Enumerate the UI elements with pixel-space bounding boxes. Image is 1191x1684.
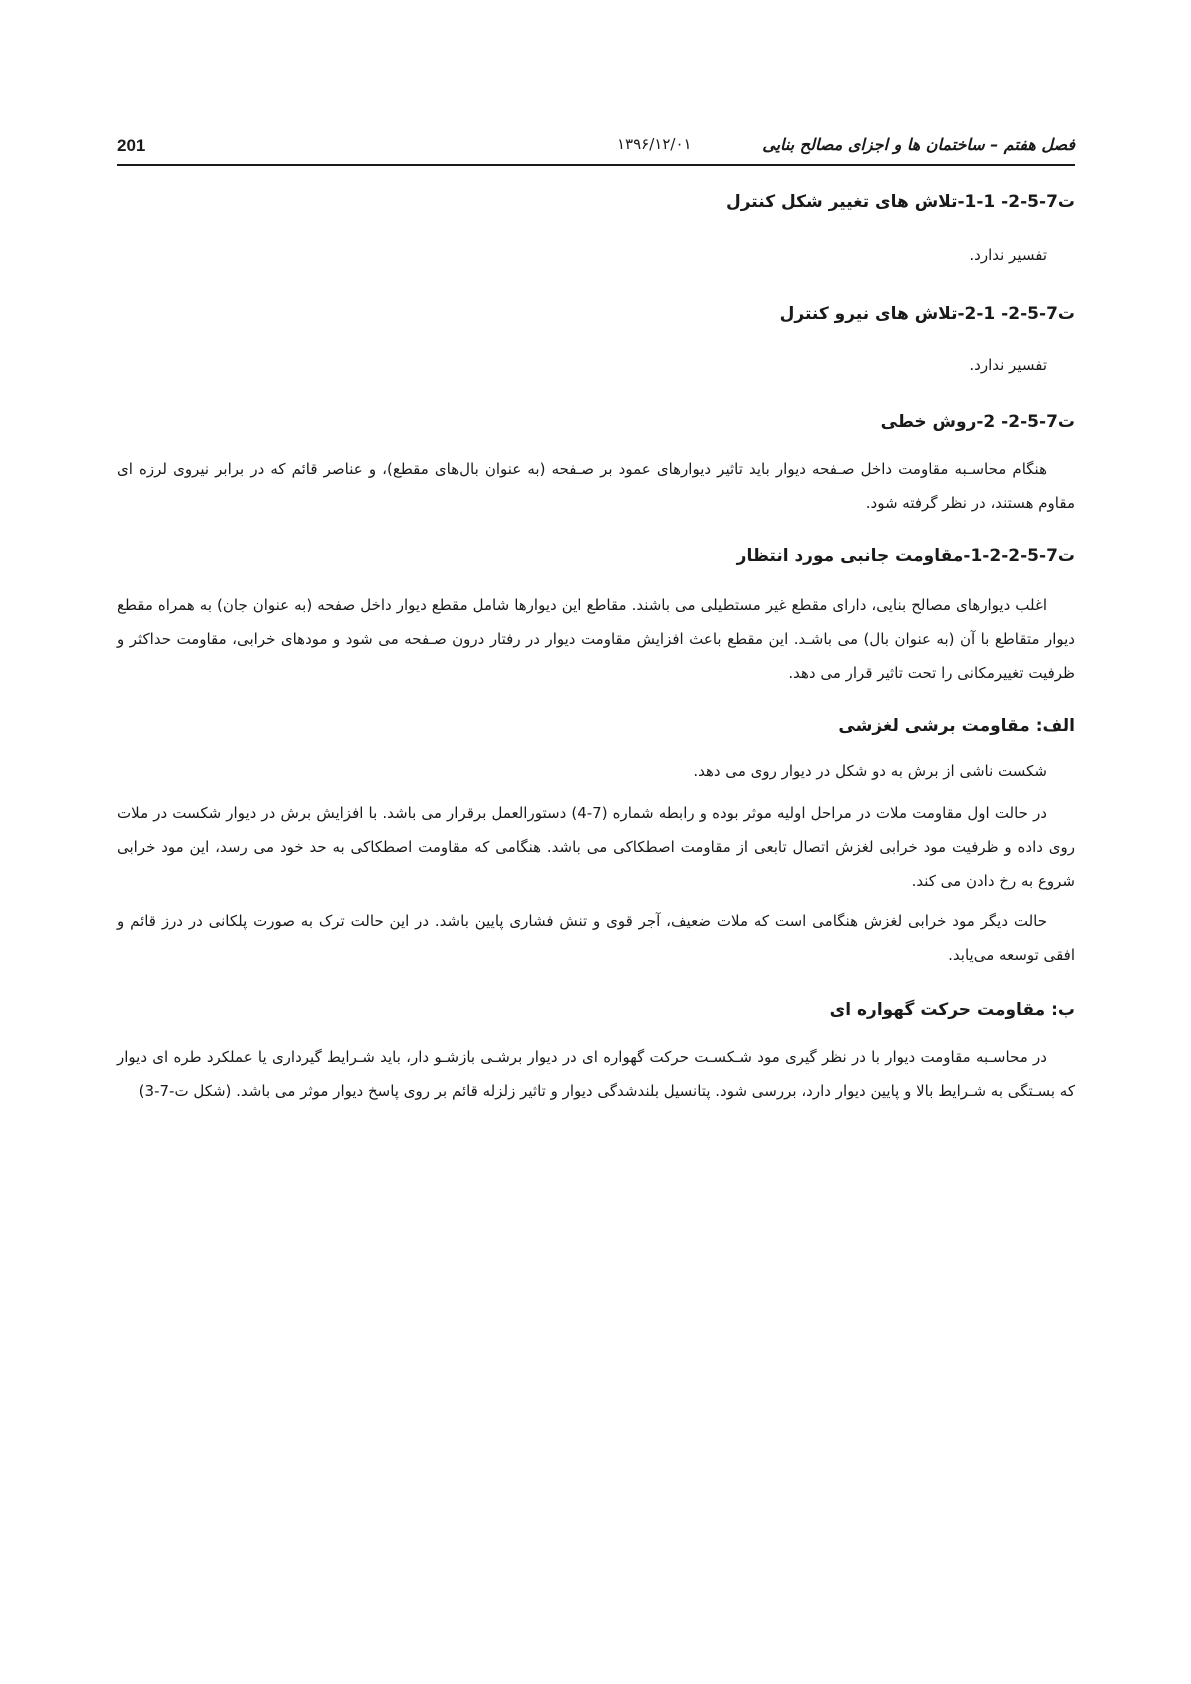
paragraph-no-commentary-1: تفسیر ندارد. (969, 246, 1047, 264)
paragraph-first-case: در حالت اول مقاومت ملات در مراحل اولیه موثر بوده و رابطه شماره (7-4) دستورالعمل برقرار می باشد. با افزایش برش در دیوار شکست در ملات روی داده و ظرفیت مود خرابی لغزش اتصال تابعی از مقاومت اصطکاکی می باشد. هنگامی که مقاومت اصطکاکی به حد خود می رسد، این مود خرابی شروع به رخ دادن می کند. (117, 804, 1075, 890)
paragraph-lateral-strength: اغلب دیوارهای مصالح بنایی، دارای مقطع غیر مستطیلی می باشند. مقاطع این دیوارها شامل مقطع دیوار داخل صفحه (به عنوان جان) به همراه مقطع دیوار متقاطع با آن (به عنوان بال) می باشـد. این مقطع باعث افزایش مقاومت دیوار در رفتار درون صـفحه می شود و مودهای خرابی، مقاومت حداکثر و ظرفیت تغییرمکانی را تحت تاثیر قرار می دهد. (117, 596, 1075, 682)
heading-rocking-strength: ب: مقاومت حرکت گهواره ای (829, 1000, 1075, 1020)
heading-expected-lateral-strength: ت7-5-2-2-1-مقاومت جانبی مورد انتظار (736, 546, 1075, 566)
page-body (117, 188, 1075, 1108)
heading-sliding-shear: الف: مقاومت برشی لغزشی (838, 716, 1075, 736)
paragraph-linear-method: هنگام محاسـبه مقاومت داخل صـفحه دیوار باید تاثیر دیوارهای عمود بر صـفحه (به عنوان بال‌های مقطع)، و عناصر قائم که در برابر نیروی لرزه ای مقاوم هستند، در نظر گرفته شود. (117, 460, 1075, 512)
heading-force-controlled: ت7-5-2- 1-2-تلاش های نیرو کنترل (779, 304, 1075, 324)
paragraph-rocking: در محاسـبه مقاومت دیوار با در نظر گیری مود شـکسـت حرکت گهواره ای در دیوار برشـی بازشـو دار، باید شـرایط گیرداری یا عملکرد طره ای دیوار که بسـتگی به شـرایط بالا و پایین دیوار دارد، بررسی شود. پتانسیل بلندشدگی دیوار و تاثیر زلزله قائم بر روی پاسخ دیوار موثر می باشد. (شکل ت-7-3) (117, 1048, 1075, 1100)
header-date: ۱۳۹۶/۱۲/۰۱ (617, 135, 692, 153)
page-header (117, 128, 1075, 168)
heading-linear-method: ت7-5-2- 2-روش خطی (880, 412, 1075, 432)
paragraph-no-commentary-2: تفسیر ندارد. (969, 356, 1047, 374)
chapter-title: فصل هفتم – ساختمان ها و اجزای مصالح بنایی (762, 135, 1075, 154)
header-rule (117, 164, 1075, 166)
heading-deformation-controlled: ت7-5-2- 1-1-تلاش های تغییر شکل کنترل (725, 192, 1075, 212)
paragraph-shear-failure: شکست ناشی از برش به دو شکل در دیوار روی می دهد. (693, 762, 1047, 780)
paragraph-second-case: حالت دیگر مود خرابی لغزش هنگامی است که ملات ضعیف، آجر قوی و تنش فشاری پایین باشد. در این حالت ترک به صورت پلکانی در درز قائم و افقی توسعه می‌یابد. (117, 912, 1075, 964)
page-number: 201 (117, 136, 146, 155)
